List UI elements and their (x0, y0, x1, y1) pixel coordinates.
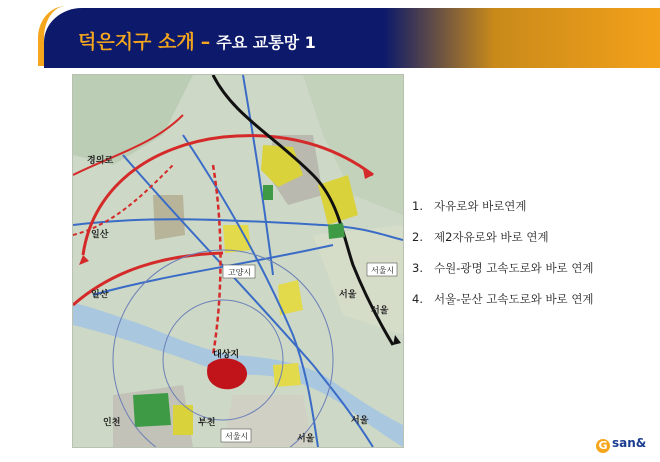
label-seoul-4: 서울 (297, 434, 315, 444)
label-incheon: 인천 (103, 418, 121, 428)
label-seoul-3: 서울 (351, 416, 369, 426)
map-graphic (73, 75, 403, 447)
list-item-text: 제2자유로와 바로 연계 (434, 230, 549, 244)
label-ilsan-2: 일산 (91, 290, 109, 300)
title-main: 덕은지구 소개 (78, 31, 195, 53)
logo-g-icon: G (596, 439, 610, 453)
label-target: 대상지 (213, 350, 240, 360)
list-item-number: 3. (412, 261, 423, 275)
list-item-text: 자유로와 바로연계 (434, 199, 527, 213)
list-item (412, 260, 594, 291)
header-banner (0, 0, 660, 68)
label-ilsan-1: 일산 (91, 230, 109, 240)
list-item-text: 수원-광명 고속도로와 바로 연계 (434, 261, 594, 275)
list-item (412, 198, 594, 229)
label-seoul-city-1: 서울시 (371, 266, 395, 275)
label-bucheon: 부천 (198, 418, 216, 428)
page-title (78, 27, 316, 54)
list-item-number: 2. (412, 230, 423, 244)
company-logo (596, 436, 646, 453)
label-seoul-2: 서울 (371, 306, 389, 316)
label-seoul-city-2: 서울시 (225, 432, 249, 441)
list-item-text: 서울-문산 고속도로와 바로 연계 (434, 292, 594, 306)
transport-link-list (412, 198, 594, 322)
label-gyeongui: 경의로 (87, 156, 114, 166)
list-item (412, 291, 594, 322)
list-item (412, 229, 594, 260)
title-sub: 주요 교통망 1 (216, 33, 316, 52)
list-item-number: 4. (412, 292, 423, 306)
title-dash: – (200, 31, 211, 53)
list-item-number: 1. (412, 199, 423, 213)
logo-text: san& (612, 436, 647, 450)
label-seoul-1: 서울 (339, 290, 357, 300)
label-goyang: 고양시 (228, 268, 252, 277)
traffic-network-map (72, 74, 404, 448)
